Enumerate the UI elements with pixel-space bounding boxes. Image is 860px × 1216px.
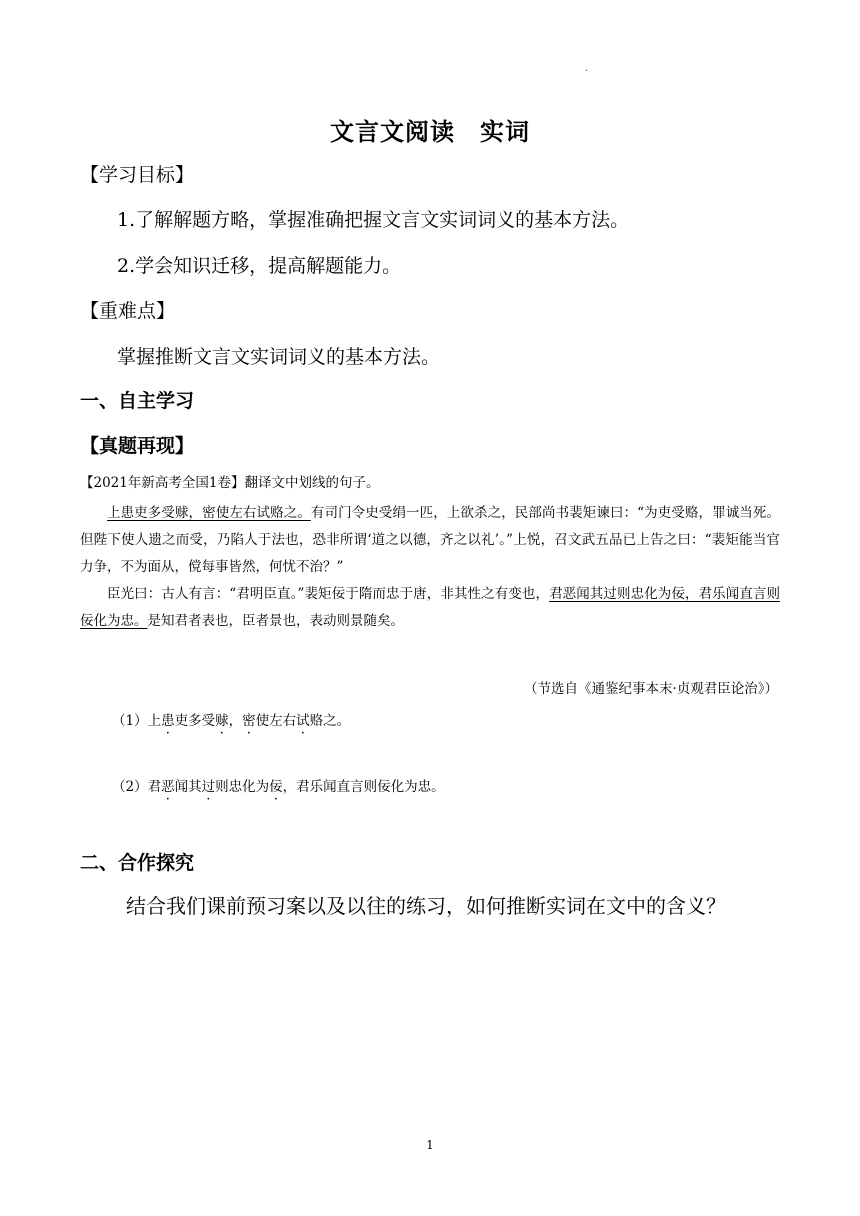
question-1: （1）上患吏多受赇，密使左右试赂之。	[112, 713, 351, 729]
subheading-past-exam: 【真题再现】	[80, 435, 195, 457]
underlined-sentence: 君恶闻其过则忠化为佞，君乐闻直言则佞化为忠。	[80, 586, 780, 629]
source-line: 【2021年新高考全国1卷】翻译文中划线的句子。	[80, 475, 380, 491]
key-points-heading: 【重难点】	[80, 300, 176, 322]
emphasized-char: 试	[296, 713, 310, 729]
emphasized-char: 赇	[215, 713, 229, 729]
page-number: 1	[426, 1138, 434, 1152]
emphasized-char: 佞	[269, 779, 283, 795]
learning-goals-heading: 【学习目标】	[80, 164, 195, 186]
passage-paragraph	[80, 500, 780, 581]
emphasized-char: 患	[161, 713, 175, 729]
question-2: （2）君恶闻其过则忠化为佞，君乐闻直言则佞化为忠。	[112, 779, 445, 795]
section-heading-cooperative-inquiry: 二、合作探究	[80, 852, 195, 874]
section-heading-self-study: 一、自主学习	[80, 390, 195, 412]
passage-text: 有司门令史受绢一匹，上欲杀之，民部尚书裴矩谏曰：“为吏受赂，罪诚当死。但陛下使人遗之而受，乃陷人于法也，恐非所谓‘道之以德，齐之以礼’。”上悦，召文武五品已上告之曰：“裴矩能当官力争，不为面从，傥每事皆然，何忧不治？”	[80, 505, 780, 575]
header-mark: ·	[585, 66, 589, 77]
passage-paragraph	[80, 581, 780, 635]
page-title: 文言文阅读 实词	[330, 118, 530, 146]
citation: （节选自《通鉴纪事本末·贞观君臣论治》）	[523, 681, 778, 697]
passage	[80, 500, 780, 635]
learning-goal-item: 1.了解解题方略，掌握准确把握文言文实词词义的基本方法。	[117, 209, 630, 231]
passage-text: 是知君者表也，臣者景也，表动则景随矣。	[147, 613, 404, 629]
inquiry-question: 结合我们课前预习案以及以往的练习，如何推断实词在文中的含义？	[126, 894, 726, 918]
passage-text: 臣光曰：古人有言：“君明臣直。”裴矩佞于隋而忠于唐，非其性之有变也，	[107, 586, 550, 602]
key-points-text: 掌握推断文言文实词词义的基本方法。	[117, 346, 441, 368]
emphasized-char: 密	[242, 713, 256, 729]
underlined-sentence: 上患吏多受赇，密使左右试赂之。	[107, 505, 311, 521]
emphasized-char: 恶	[161, 779, 175, 795]
learning-goal-item: 2.学会知识迁移，提高解题能力。	[117, 255, 402, 277]
emphasized-char: 过	[201, 779, 216, 795]
